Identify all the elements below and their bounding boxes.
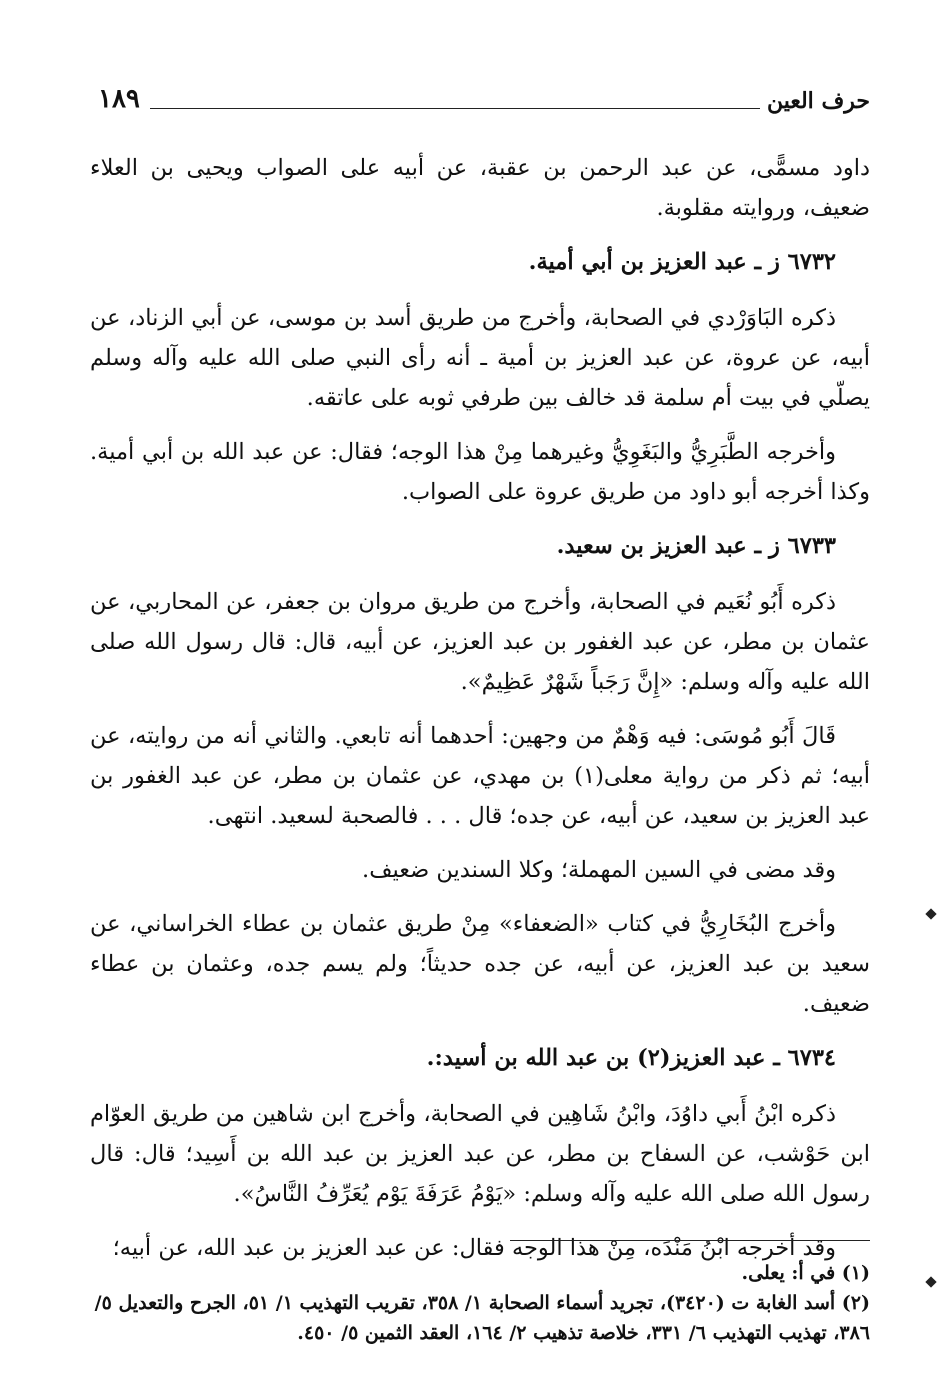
scan-mark [925,908,936,919]
paragraph: ذكره ابْنُ أَبي داوُدَ، وابْنُ شَاهِين في الصحابة، وأخرج ابن شاهين من طريق العوّام ابن حَوْشب، عن السفاح بن مطر، عن عبد العزيز بن عبد الله بن أَسِيد؛ قال: قال رسول الله صلى الله عليه وآله وسلم: «يَوْمُ عَرَفَةَ يَوْم يُعَرِّفُ النَّاسُ». [90,1101,870,1207]
main-text [90,148,870,1268]
footnote-rule [510,1240,870,1241]
paragraph: وقد أخرجه ابْنُ مَنْدَه، مِنْ هذا الوجه فقال: عن عبد العزيز بن عبد الله، عن أبيه؛ [112,1235,836,1261]
book-page [90,70,870,1370]
page-number: ١٨٩ [98,84,140,114]
entry-heading: ٦٧٣٤ ـ عبد العزيز(٢) بن عبد الله بن أسيد:. [426,1045,836,1071]
paragraph: قَالَ أَبُو مُوسَى: فيه وَهْمٌ من وجهين: أحدهما أنه تابعي. والثاني أنه من روايته، عن أبيه؛ ثم ذكر من رواية معلى(١) بن مهدي، عن عثمان بن مطر، عن عبد الغفور بن عبد العزيز بن سعيد، عن أبيه، عن جده؛ قال . . . فالصحبة لسعيد. انتهى. [90,723,870,829]
page-header [90,70,870,114]
paragraph: وأخرج البُخَارِيُّ في كتاب «الضعفاء» مِنْ طريق عثمان بن عطاء الخراساني، عن سعيد بن عبد العزيز، عن أبيه، عن جده حديثاً؛ ولم يسم جده، وعثمان بن عطاء ضعيف. [90,911,870,1017]
paragraph: وقد مضى في السين المهملة؛ وكلا السندين ضعيف. [362,857,836,883]
entry-heading: ٦٧٣٢ ز ـ عبد العزيز بن أبي أمية. [528,249,836,275]
chapter-title: حرف العين [766,88,870,114]
entry-heading: ٦٧٣٣ ز ـ عبد العزيز بن سعيد. [556,533,836,559]
footnote-1: (١) في أ: يعلى. [741,1262,870,1284]
paragraph: ذكره البَاوَرْدي في الصحابة، وأخرج من طريق أسد بن موسى، عن أبي الزناد، عن أبيه، عن عروة، عن عبد العزيز بن أمية ـ أنه رأى النبي صلى الله عليه وآله وسلم يصلّي في بيت أم سلمة قد خالف بين طرفي ثوبه على عاتقه. [90,305,870,411]
paragraph: ذكره أَبُو نُعَيم في الصحابة، وأخرج من طريق مروان بن جعفر، عن المحاربي، عن عثمان بن مطر، عن عبد الغفور بن عبد العزيز، عن أبيه، قال: قال رسول الله صلى الله عليه وآله وسلم: «إِنَّ رَجَباً شَهْرٌ عَظِيمٌ». [90,589,870,695]
paragraph: وأخرجه الطَّبَرِيُّ والبَغَوِيُّ وغيرهما مِنْ هذا الوجه؛ فقال: عن عبد الله بن أبي أمية. وكذا أخرجه أبو داود من طريق عروة على الصواب. [90,439,870,505]
footnote-2: (٢) أسد الغابة ت (٣٤٢٠)، تجريد أسماء الصحابة ١/ ٣٥٨، تقريب التهذيب ١/ ٥١، الجرح والتعديل ٥/ ٣٨٦، تهذيب التهذيب ٦/ ٣٣١، خلاصة تذهيب ٢/ ١٦٤، العقد الثمين ٥/ ٤٥٠. [94,1292,870,1344]
paragraph: داود مسمًّى، عن عبد الرحمن بن عقبة، عن أبيه على الصواب ويحيى بن العلاء ضعيف، وروايته مقلوبة. [90,155,870,221]
header-rule [150,108,760,109]
scan-mark [925,1276,936,1287]
footnotes [90,1258,870,1348]
